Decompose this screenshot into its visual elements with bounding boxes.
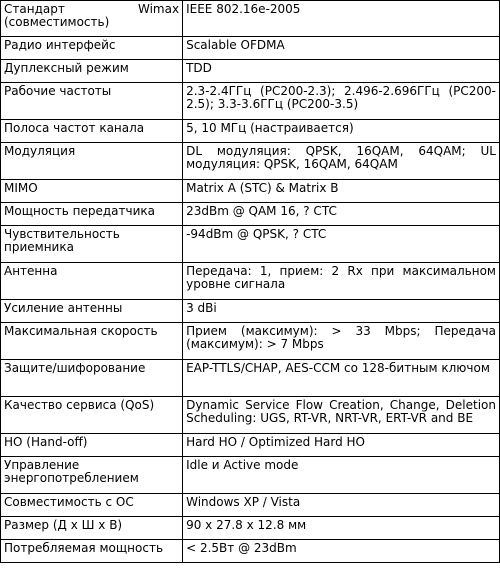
value-cell: Передача: 1, прием: 2 Rx при максимальном уровне сигнала bbox=[183, 263, 500, 300]
value-cell: DL модуляция: QPSK, 16QAM, 64QAM; UL модуляция: QPSK, 16QAM, 64QAM bbox=[183, 143, 500, 180]
value-cell: Windows XP / Vista bbox=[183, 494, 500, 517]
param-cell: Мощность передатчика bbox=[1, 203, 183, 226]
value-cell: Matrix A (STC) & Matrix B bbox=[183, 180, 500, 203]
table-row bbox=[1, 37, 500, 60]
param-cell: Радио интерфейс bbox=[1, 37, 183, 60]
table-row bbox=[1, 457, 500, 494]
table-row bbox=[1, 203, 500, 226]
param-cell: HO (Hand-off) bbox=[1, 434, 183, 457]
spec-table-body bbox=[1, 1, 500, 563]
table-row bbox=[1, 83, 500, 120]
param-cell: Антенна bbox=[1, 263, 183, 300]
param-cell: Потребляемая мощность bbox=[1, 540, 183, 563]
value-cell: Прием (максимум): > 33 Mbps; Передача (максимум): > 7 Mbps bbox=[183, 323, 500, 360]
param-cell: Качество сервиса (QoS) bbox=[1, 397, 183, 434]
param-cell: Модуляция bbox=[1, 143, 183, 180]
table-row bbox=[1, 360, 500, 397]
table-row bbox=[1, 263, 500, 300]
value-cell: 23dBm @ QAM 16, ? CTC bbox=[183, 203, 500, 226]
value-cell: 5, 10 МГц (настраивается) bbox=[183, 120, 500, 143]
value-cell: Idle и Active mode bbox=[183, 457, 500, 494]
table-row bbox=[1, 120, 500, 143]
value-cell: 3 dBi bbox=[183, 300, 500, 323]
value-cell: Dynamic Service Flow Creation, Change, Deletion Scheduling: UGS, RT-VR, NRT-VR, ERT-VR and BE bbox=[183, 397, 500, 434]
param-cell: Защите/шифорование bbox=[1, 360, 183, 397]
table-row bbox=[1, 1, 500, 37]
value-cell: Scalable OFDMA bbox=[183, 37, 500, 60]
value-cell: Hard HO / Optimized Hard HO bbox=[183, 434, 500, 457]
value-cell: TDD bbox=[183, 60, 500, 83]
param-cell: Совместимость с ОС bbox=[1, 494, 183, 517]
param-cell: Усиление антенны bbox=[1, 300, 183, 323]
param-cell: Размер (Д х Ш х В) bbox=[1, 517, 183, 540]
table-row bbox=[1, 494, 500, 517]
param-cell: Полоса частот канала bbox=[1, 120, 183, 143]
value-cell: -94dBm @ QPSK, ? CTC bbox=[183, 226, 500, 263]
param-cell: Рабочие частоты bbox=[1, 83, 183, 120]
param-cell: Максимальная скорость bbox=[1, 323, 183, 360]
param-cell: Чувствительность приемника bbox=[1, 226, 183, 263]
param-cell: MIMO bbox=[1, 180, 183, 203]
value-cell: 90 x 27.8 x 12.8 мм bbox=[183, 517, 500, 540]
table-row bbox=[1, 180, 500, 203]
table-row bbox=[1, 143, 500, 180]
table-row bbox=[1, 397, 500, 434]
table-row bbox=[1, 226, 500, 263]
value-cell: IEEE 802.16e-2005 bbox=[183, 1, 500, 37]
param-cell: Стандарт Wimax (совместимость) bbox=[1, 1, 183, 37]
table-row bbox=[1, 300, 500, 323]
table-row bbox=[1, 60, 500, 83]
param-cell: Управление энергопотреблением bbox=[1, 457, 183, 494]
value-cell: < 2.5Вт @ 23dBm bbox=[183, 540, 500, 563]
value-cell: 2.3-2.4ГГц (PC200-2.3); 2.496-2.696ГГц (PC200-2.5); 3.3-3.6ГГц (PC200-3.5) bbox=[183, 83, 500, 120]
param-cell: Дуплексный режим bbox=[1, 60, 183, 83]
table-row bbox=[1, 540, 500, 563]
table-row bbox=[1, 434, 500, 457]
table-row bbox=[1, 517, 500, 540]
value-cell: EAP-TTLS/CHAP, AES-CCM со 128-битным ключом bbox=[183, 360, 500, 397]
table-row bbox=[1, 323, 500, 360]
